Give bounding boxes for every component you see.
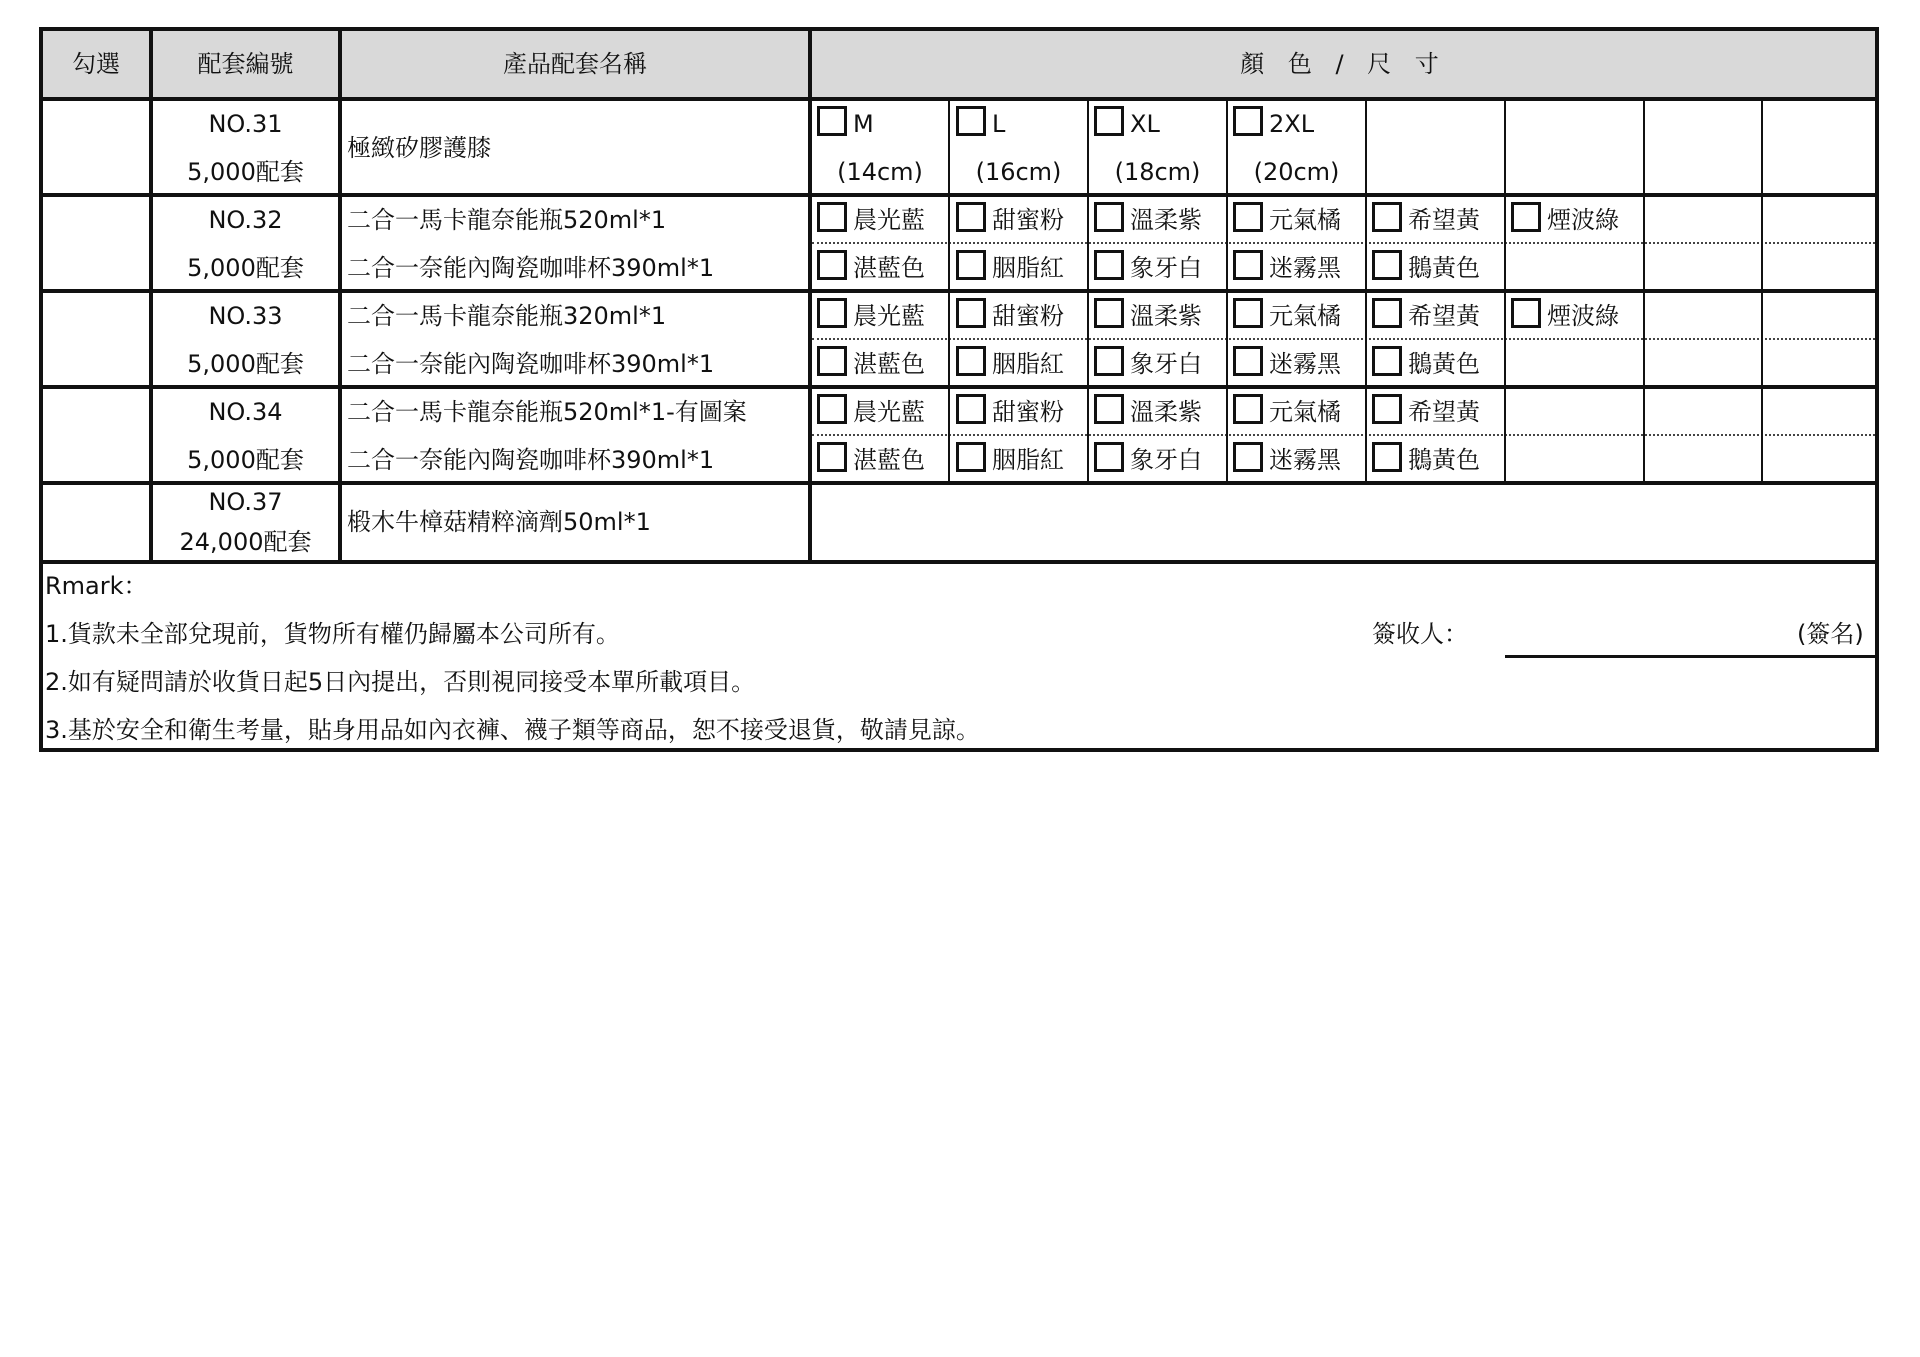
color-label: 象牙白 — [1130, 350, 1202, 378]
color-label: 甜蜜粉 — [992, 398, 1064, 426]
row-34-name-line2: 二合一奈能內陶瓷咖啡杯390ml*1 — [347, 446, 715, 474]
color-label: 溫柔紫 — [1130, 302, 1202, 330]
checkbox[interactable] — [1511, 298, 1541, 328]
rule-row32-bottom — [39, 289, 1879, 293]
color-label: 晨光藍 — [853, 302, 925, 330]
size-cm-m: (14cm) — [837, 158, 923, 186]
rule-row33-bottom — [39, 385, 1879, 389]
checkbox[interactable] — [1372, 202, 1402, 232]
color-label: 鵝黃色 — [1408, 446, 1480, 474]
color-label: 鵝黃色 — [1408, 350, 1480, 378]
row-31-no: NO.31 — [208, 110, 283, 138]
rule-row37-bottom — [39, 560, 1879, 564]
rule-col-name — [808, 27, 812, 564]
row-32-qty: 5,000配套 — [187, 254, 304, 282]
checkbox[interactable] — [817, 202, 847, 232]
row-33-name-line2: 二合一奈能內陶瓷咖啡杯390ml*1 — [347, 350, 715, 378]
checkbox[interactable] — [1233, 394, 1263, 424]
size-cm-l: (16cm) — [975, 158, 1062, 186]
checkbox[interactable] — [1094, 442, 1124, 472]
color-label: 迷霧黑 — [1269, 254, 1341, 282]
row-34-name-line1: 二合一馬卡龍奈能瓶520ml*1-有圖案 — [347, 398, 747, 426]
checkbox[interactable] — [1372, 346, 1402, 376]
checkbox[interactable] — [956, 298, 986, 328]
checkbox[interactable] — [956, 394, 986, 424]
color-label: 煙波綠 — [1547, 206, 1619, 234]
rule-sub-4 — [1365, 97, 1367, 485]
checkbox[interactable] — [1094, 250, 1124, 280]
row-32-no: NO.32 — [208, 206, 283, 234]
size-cm-xl: (18cm) — [1114, 158, 1201, 186]
rule-row32-mid — [812, 242, 1875, 244]
size-label: 2XL — [1269, 110, 1315, 138]
rule-sub-6 — [1643, 97, 1645, 485]
sign-suffix: (簽名) — [1797, 620, 1864, 648]
header-package-no: 配套編號 — [197, 50, 294, 78]
color-label: 迷霧黑 — [1269, 446, 1341, 474]
size-cm-2xl: (20cm) — [1253, 158, 1340, 186]
color-label: 迷霧黑 — [1269, 350, 1341, 378]
checkbox[interactable] — [956, 346, 986, 376]
color-label: 煙波綠 — [1547, 302, 1619, 330]
color-label: 元氣橘 — [1269, 302, 1341, 330]
color-label: 湛藍色 — [853, 254, 925, 282]
checkbox[interactable] — [1233, 298, 1263, 328]
remarks-line-2: 2.如有疑問請於收貨日起5日內提出，否則視同接受本單所載項目。 — [45, 668, 756, 696]
checkbox[interactable] — [1372, 250, 1402, 280]
checkbox[interactable] — [817, 106, 847, 136]
checkbox[interactable] — [817, 298, 847, 328]
rule-row31-bottom — [39, 193, 1879, 197]
checkbox[interactable] — [1233, 106, 1263, 136]
remarks-title: Rmark： — [45, 572, 148, 600]
checkbox[interactable] — [817, 250, 847, 280]
color-label: 象牙白 — [1130, 446, 1202, 474]
checkbox[interactable] — [817, 394, 847, 424]
row-33-name-line1: 二合一馬卡龍奈能瓶320ml*1 — [347, 302, 667, 330]
rule-col-select — [149, 27, 153, 564]
rule-sub-1 — [948, 97, 950, 485]
checkbox[interactable] — [1094, 394, 1124, 424]
color-label: 胭脂紅 — [992, 446, 1064, 474]
checkbox[interactable] — [817, 442, 847, 472]
color-label: 溫柔紫 — [1130, 398, 1202, 426]
checkbox[interactable] — [1233, 250, 1263, 280]
rule-sub-7 — [1761, 97, 1763, 485]
checkbox[interactable] — [817, 346, 847, 376]
rule-sub-3 — [1226, 97, 1228, 485]
color-label: 胭脂紅 — [992, 350, 1064, 378]
color-label: 元氣橘 — [1269, 398, 1341, 426]
color-label: 晨光藍 — [853, 206, 925, 234]
row-37-name: 椴木牛樟菇精粹滴劑50ml*1 — [347, 508, 651, 536]
size-label: M — [853, 110, 874, 138]
color-label: 象牙白 — [1130, 254, 1202, 282]
header-color-size: 顏 色 / 尺 寸 — [1240, 50, 1447, 78]
checkbox[interactable] — [956, 442, 986, 472]
checkbox[interactable] — [956, 202, 986, 232]
row-33-qty: 5,000配套 — [187, 350, 304, 378]
rule-row34-mid — [812, 434, 1875, 436]
signature-line[interactable] — [1505, 655, 1875, 658]
rule-sub-5 — [1504, 97, 1506, 485]
size-label: XL — [1130, 110, 1160, 138]
size-label: L — [992, 110, 1006, 138]
rule-row33-mid — [812, 338, 1875, 340]
rule-sub-2 — [1087, 97, 1089, 485]
checkbox[interactable] — [1094, 106, 1124, 136]
checkbox[interactable] — [1094, 346, 1124, 376]
row-31-name: 極緻矽膠護膝 — [347, 134, 491, 162]
color-label: 鵝黃色 — [1408, 254, 1480, 282]
rule-header-bottom — [39, 97, 1879, 101]
row-32-name-line1: 二合一馬卡龍奈能瓶520ml*1 — [347, 206, 667, 234]
color-label: 胭脂紅 — [992, 254, 1064, 282]
rule-row34-bottom — [39, 481, 1879, 485]
checkbox[interactable] — [1233, 346, 1263, 376]
header-select: 勾選 — [72, 50, 120, 78]
checkbox[interactable] — [1094, 298, 1124, 328]
color-label: 溫柔紫 — [1130, 206, 1202, 234]
header-product-name: 產品配套名稱 — [503, 50, 647, 78]
row-37-qty: 24,000配套 — [179, 528, 312, 556]
row-34-qty: 5,000配套 — [187, 446, 304, 474]
checkbox[interactable] — [1094, 202, 1124, 232]
color-label: 湛藍色 — [853, 350, 925, 378]
color-label: 晨光藍 — [853, 398, 925, 426]
row-37-no: NO.37 — [208, 488, 283, 516]
rule-col-no — [338, 27, 342, 564]
checkbox[interactable] — [956, 106, 986, 136]
row-31-qty: 5,000配套 — [187, 158, 304, 186]
checkbox[interactable] — [1233, 442, 1263, 472]
checkbox[interactable] — [1372, 298, 1402, 328]
checkbox[interactable] — [956, 250, 986, 280]
color-label: 希望黃 — [1408, 398, 1480, 426]
row-34-no: NO.34 — [208, 398, 283, 426]
checkbox[interactable] — [1233, 202, 1263, 232]
remarks-line-3: 3.基於安全和衛生考量，貼身用品如內衣褲、襪子類等商品，恕不接受退貨，敬請見諒。 — [45, 716, 980, 744]
color-label: 湛藍色 — [853, 446, 925, 474]
color-label: 希望黃 — [1408, 302, 1480, 330]
remarks-line-1: 1.貨款未全部兌現前，貨物所有權仍歸屬本公司所有。 — [45, 620, 620, 648]
checkbox[interactable] — [1372, 394, 1402, 424]
row-32-name-line2: 二合一奈能內陶瓷咖啡杯390ml*1 — [347, 254, 715, 282]
color-label: 希望黃 — [1408, 206, 1480, 234]
row-33-no: NO.33 — [208, 302, 283, 330]
color-label: 元氣橘 — [1269, 206, 1341, 234]
color-label: 甜蜜粉 — [992, 302, 1064, 330]
checkbox[interactable] — [1372, 442, 1402, 472]
color-label: 甜蜜粉 — [992, 206, 1064, 234]
checkbox[interactable] — [1511, 202, 1541, 232]
signer-label: 簽收人： — [1372, 620, 1468, 648]
